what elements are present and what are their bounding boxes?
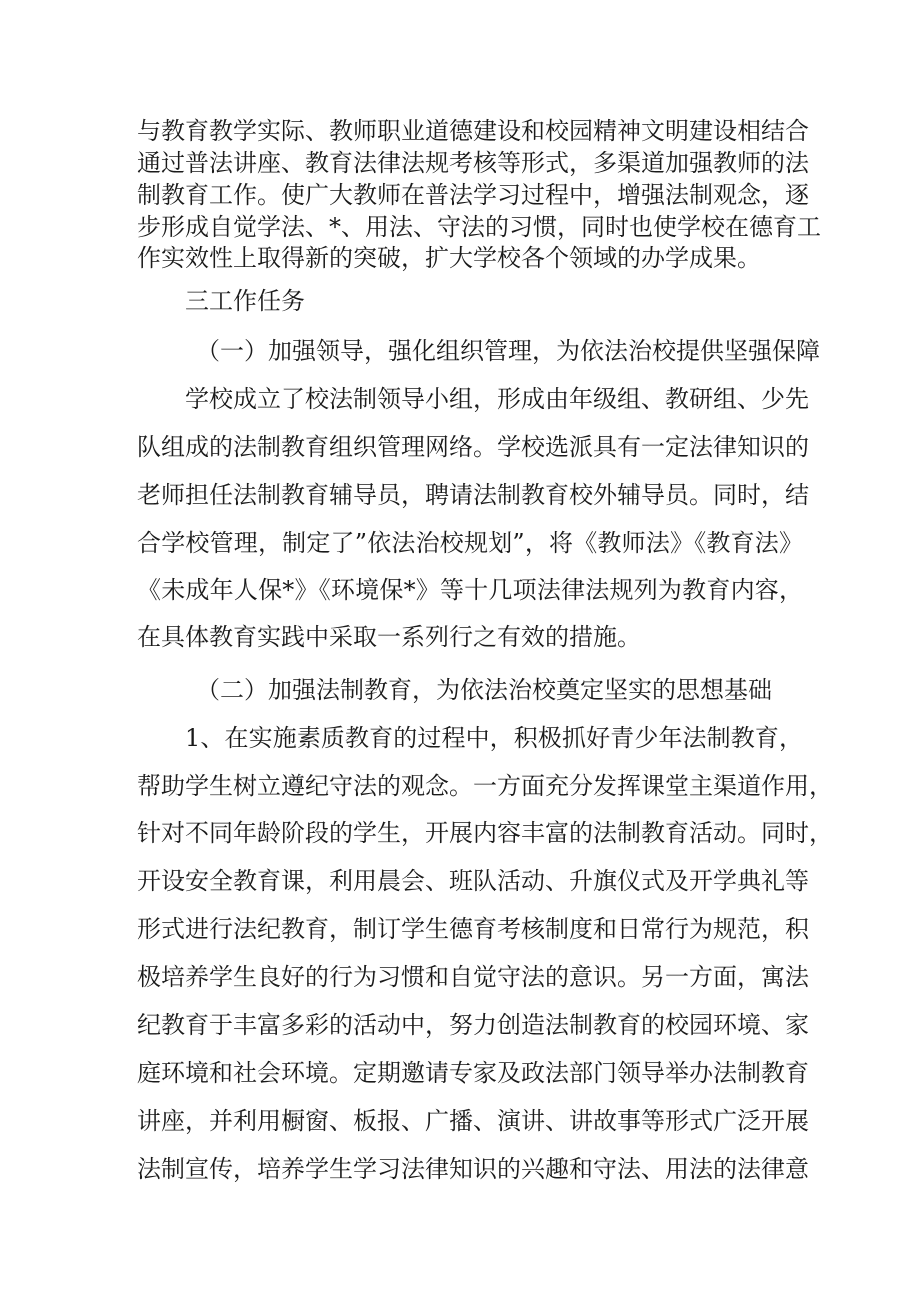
paragraph-line: 1、在实施素质教育的过程中，积极抓好青少年法制教育， (185, 724, 803, 752)
paragraph-line: 极培养学生良好的行为习惯和自觉守法的意识。另一方面，寓法 (137, 963, 809, 991)
paragraph-line: 法制宣传，培养学生学习法律知识的兴趣和守法、用法的法律意 (137, 1155, 809, 1183)
paragraph-line: 庭环境和社会环境。定期邀请专家及政法部门领导举办法制教育 (137, 1059, 809, 1087)
paragraph-line: 帮助学生树立遵纪守法的观念。一方面充分发挥课堂主渠道作用， (137, 772, 833, 800)
paragraph-line: 合学校管理，制定了”依法治校规划”，将《教师法》《教育法》 (137, 529, 803, 557)
paragraph-line: 开设安全教育课，利用晨会、班队活动、升旗仪式及开学典礼等 (137, 867, 809, 895)
paragraph-line: 纪教育于丰富多彩的活动中，努力创造法制教育的校园环境、家 (137, 1011, 809, 1039)
paragraph-line: 形式进行法纪教育，制订学生德育考核制度和日常行为规范，积 (137, 915, 809, 943)
paragraph-line: 与教育教学实际、教师职业道德建设和校园精神文明建设相结合 (137, 117, 809, 145)
paragraph-line: 制教育工作。使广大教师在普法学习过程中，增强法制观念，逐 (137, 181, 809, 209)
subsection-heading: （二）加强法制教育，为依法治校奠定坚实的思想基础 (196, 676, 772, 704)
paragraph-line: 讲座，并利用橱窗、板报、广播、演讲、讲故事等形式广泛开展 (137, 1107, 809, 1135)
paragraph-line: 步形成自觉学法、*、用法、守法的习惯，同时也使学校在德育工 (137, 213, 821, 241)
paragraph-line: 针对不同年龄阶段的学生，开展内容丰富的法制教育活动。同时， (137, 819, 833, 847)
paragraph-line: 作实效性上取得新的突破，扩大学校各个领域的办学成果。 (137, 244, 761, 272)
paragraph-line: 老师担任法制教育辅导员，聘请法制教育校外辅导员。同时，结 (137, 481, 809, 509)
paragraph-line: 《未成年人保*》《环境保*》等十几项法律法规列为教育内容， (137, 576, 803, 604)
subsection-heading: （一）加强领导，强化组织管理，为依法治校提供坚强保障 (196, 337, 820, 365)
paragraph-line: 通过普法讲座、教育法律法规考核等形式，多渠道加强教师的法 (137, 149, 809, 177)
paragraph-line: 队组成的法制教育组织管理网络。学校选派具有一定法律知识的 (137, 433, 809, 461)
paragraph-line: 在具体教育实践中采取一系列行之有效的措施。 (137, 623, 641, 651)
paragraph-line: 学校成立了校法制领导小组，形成由年级组、教研组、少先 (185, 385, 809, 413)
section-heading: 三工作任务 (185, 287, 305, 315)
